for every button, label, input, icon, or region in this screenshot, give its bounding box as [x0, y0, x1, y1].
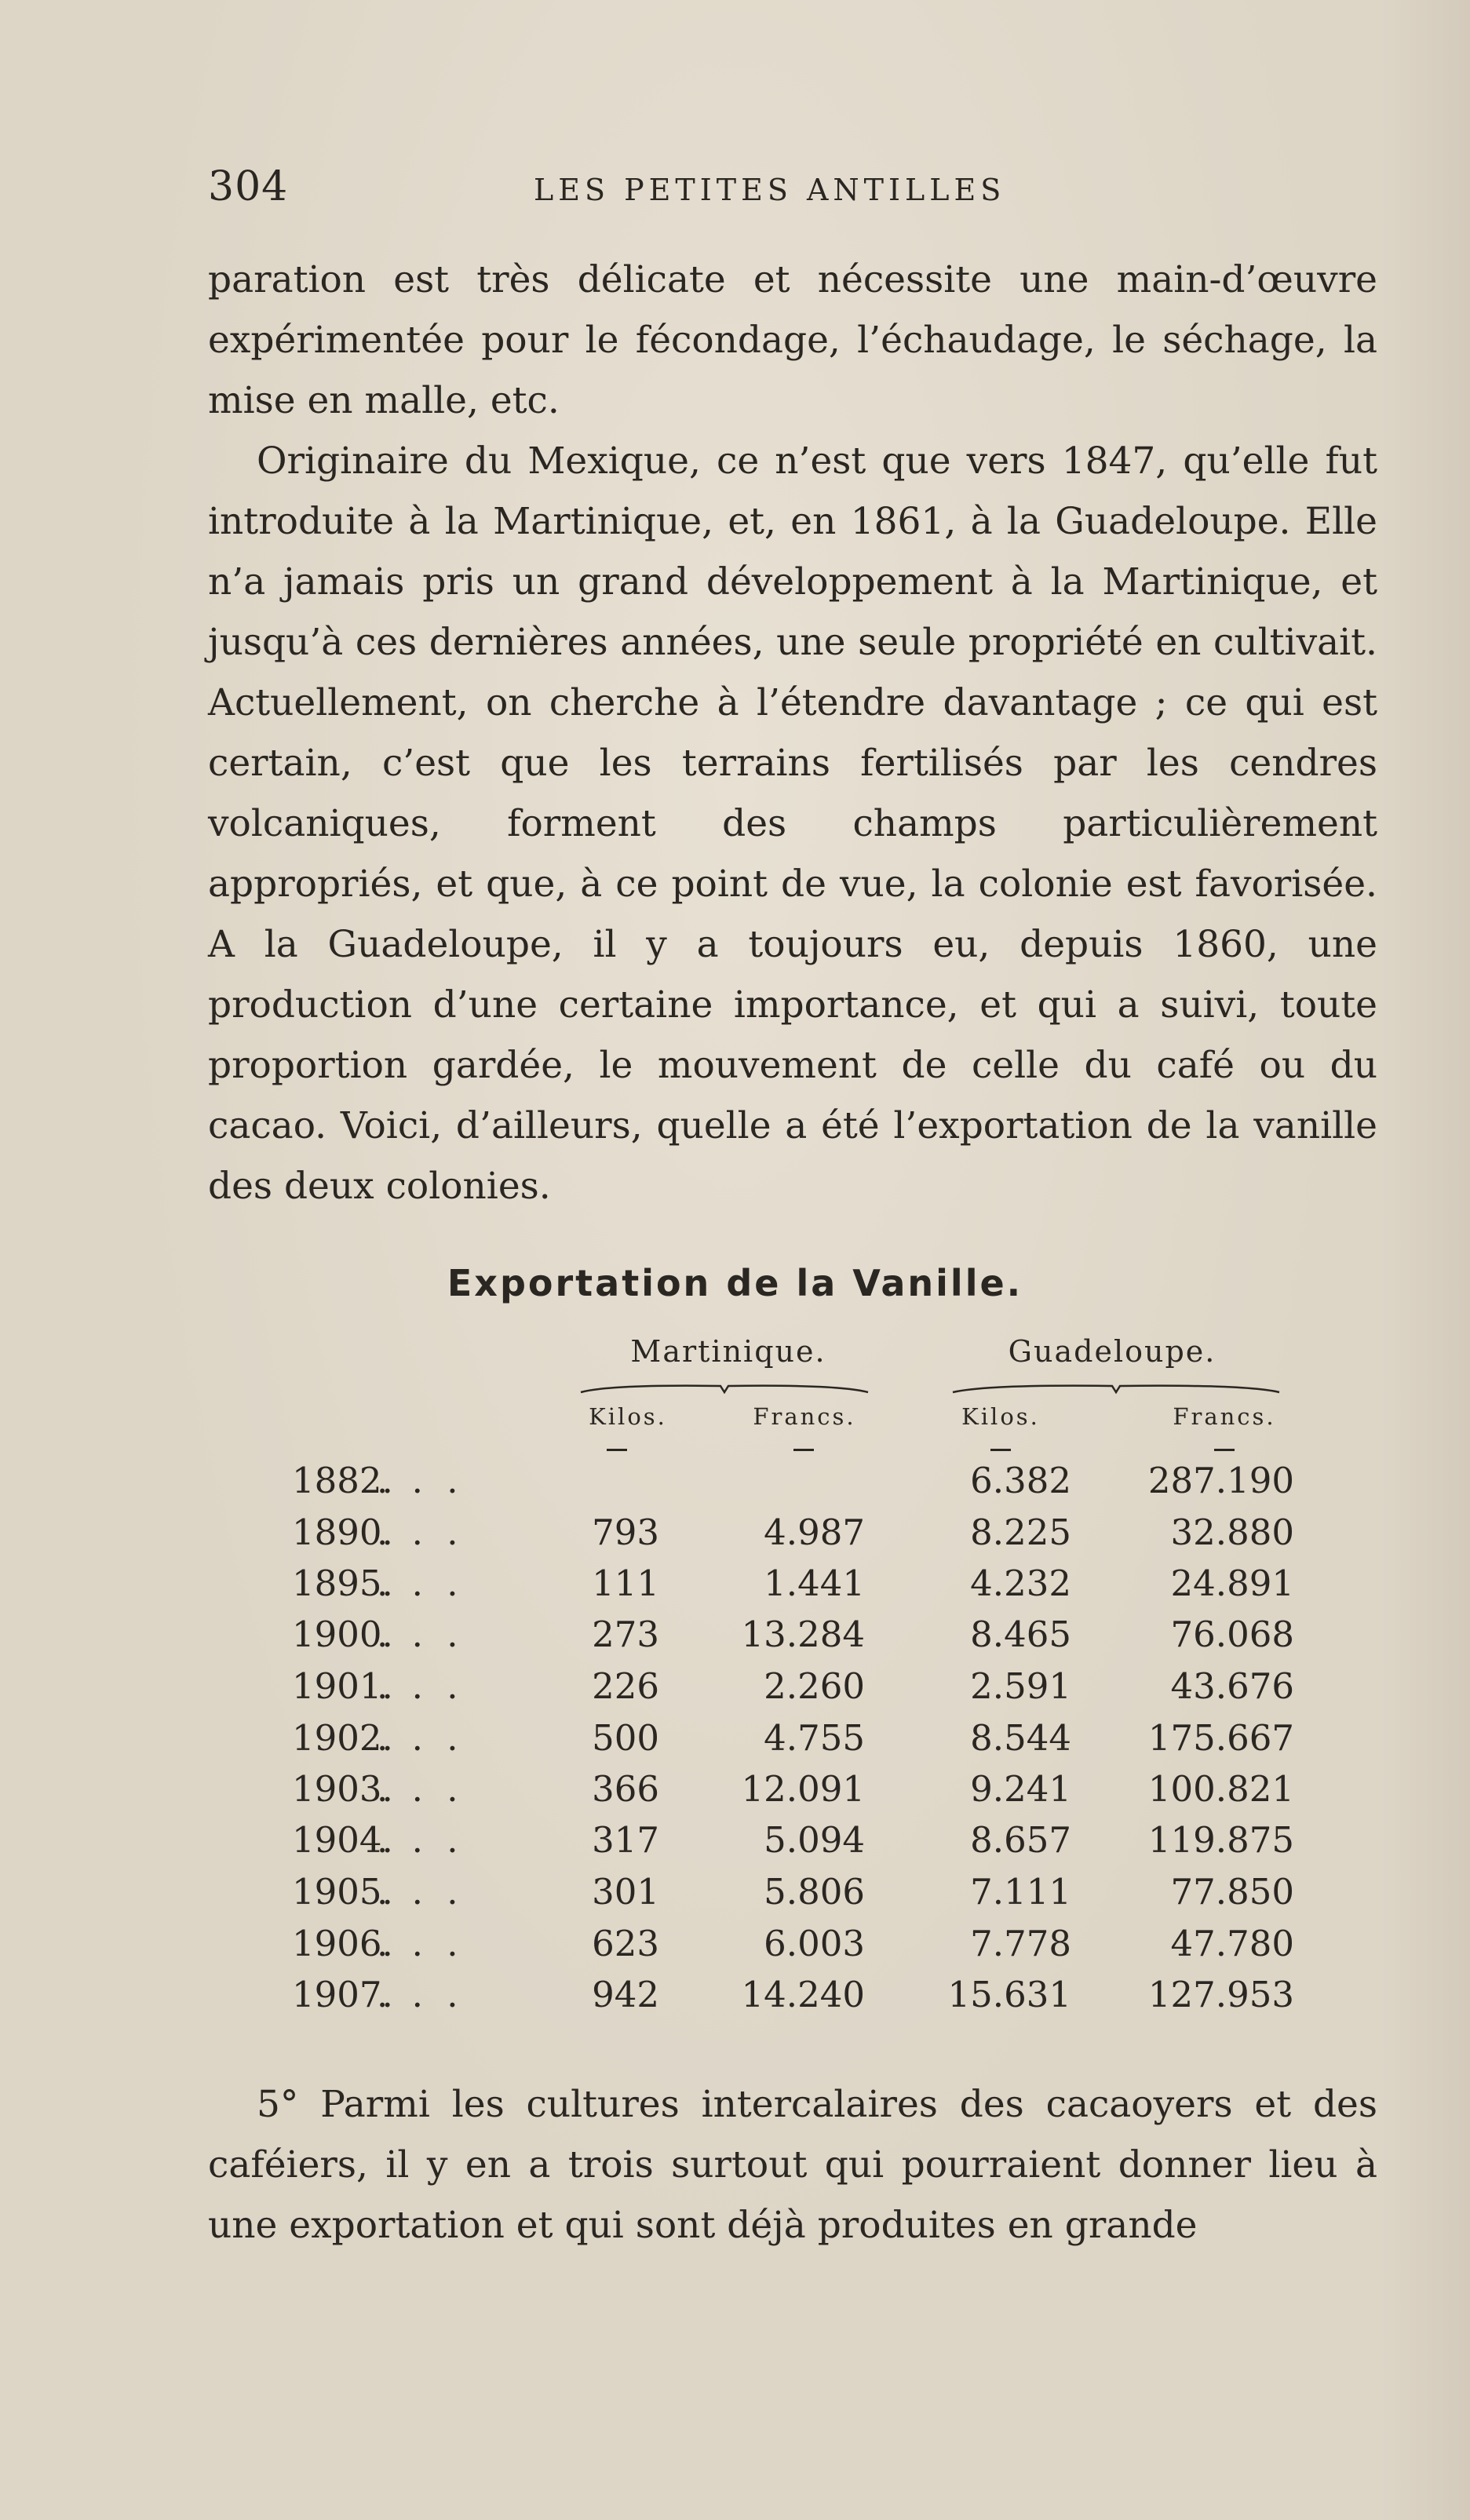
- cell-mart-francs: 5.806: [764, 1871, 865, 1913]
- cell-mart-kilos: 317: [592, 1819, 659, 1861]
- cell-mart-kilos: 623: [592, 1923, 659, 1964]
- brace-guadeloupe: [951, 1383, 1281, 1394]
- dash-guad-kilos: [990, 1449, 1011, 1451]
- table-row: [0, 1819, 1470, 1871]
- cell-year: 1903.: [292, 1768, 393, 1810]
- cell-leader-dots: . . .: [377, 1665, 465, 1707]
- cell-guad-francs: 100.821: [1147, 1768, 1294, 1810]
- cell-guad-francs: 175.667: [1147, 1717, 1294, 1759]
- cell-mart-kilos: 500: [592, 1717, 659, 1759]
- cell-year: 1905.: [292, 1871, 393, 1913]
- subheader-guad-francs: Francs.: [1173, 1403, 1276, 1430]
- cell-year: 1890.: [292, 1512, 393, 1553]
- subheader-mart-kilos: Kilos.: [589, 1403, 667, 1430]
- table-row: [0, 1923, 1470, 1975]
- cell-year: 1882.: [292, 1460, 393, 1501]
- cell-leader-dots: . . .: [377, 1512, 465, 1553]
- group-header-martinique: Martinique.: [630, 1334, 826, 1369]
- cell-guad-kilos: 2.591: [970, 1665, 1071, 1707]
- page-number: 304: [208, 163, 289, 210]
- cell-leader-dots: . . .: [377, 1460, 465, 1501]
- table-title: Exportation de la Vanille.: [447, 1262, 1023, 1304]
- cell-mart-kilos: 366: [592, 1768, 659, 1810]
- dash-mart-kilos: [607, 1449, 627, 1451]
- cell-leader-dots: . . .: [377, 1923, 465, 1964]
- paragraph-origin: Originaire du Mexique, ce n’est que vers 1847, qu’elle fut introduite à la Martinique, et, en 1861, à la Guadeloupe. Elle n’a jamais pris un grand développement à la Martinique, et jusqu’à ces dernières années, une seule propriété en cultivait. Actuellement, on cherche à l’étendre davantage ; ce qui est certain, c’est que les terrains fertilisés par les cendres volcaniques, forment des champs particulièrement appropriés, et que, à ce point de vue, la colonie est favorisée. A la Guadeloupe, il y a toujours eu, depuis 1860, une production d’une certaine importance, et qui a suivi, toute proportion gardée, le mouvement de celle du café ou du cacao. Voici, d’ailleurs, quelle a été l’exportation de la vanille des deux colonies.: [208, 439, 1377, 1208]
- cell-mart-kilos: 301: [592, 1871, 659, 1913]
- cell-guad-francs: 77.850: [1170, 1871, 1294, 1913]
- cell-mart-francs: 13.284: [741, 1614, 865, 1655]
- cell-guad-kilos: 4.232: [970, 1563, 1071, 1604]
- dash-mart-francs: [793, 1449, 814, 1451]
- table-row: [0, 1563, 1470, 1614]
- cell-mart-francs: 2.260: [764, 1665, 865, 1707]
- table-row: [0, 1768, 1470, 1820]
- cell-guad-francs: 127.953: [1147, 1974, 1294, 2015]
- cell-year: 1900.: [292, 1614, 393, 1655]
- cell-mart-francs: 5.094: [764, 1819, 865, 1861]
- cell-guad-kilos: 8.657: [970, 1819, 1071, 1861]
- table-row: [0, 1512, 1470, 1563]
- cell-mart-francs: 14.240: [741, 1974, 865, 2015]
- cell-guad-francs: 287.190: [1147, 1460, 1294, 1501]
- cell-guad-francs: 24.891: [1170, 1563, 1294, 1604]
- cell-mart-kilos: 273: [592, 1614, 659, 1655]
- subheader-guad-kilos: Kilos.: [961, 1403, 1040, 1430]
- intro-text: [208, 250, 1377, 1216]
- cell-mart-francs: 4.755: [764, 1717, 865, 1759]
- table-row: [0, 1717, 1470, 1769]
- cell-guad-kilos: 8.544: [970, 1717, 1071, 1759]
- paragraph-continuation: paration est très délicate et nécessite une main-d’œuvre expérimentée pour le fécondage, l’échaudage, le séchage, la mise en malle, etc.: [208, 258, 1377, 422]
- cell-leader-dots: . . .: [377, 1563, 465, 1604]
- cell-leader-dots: . . .: [377, 1974, 465, 2015]
- cell-guad-kilos: 7.778: [970, 1923, 1071, 1964]
- cell-guad-kilos: 8.465: [970, 1614, 1071, 1655]
- cell-mart-kilos: 111: [592, 1563, 659, 1604]
- table-row: [0, 1460, 1470, 1512]
- cell-year: 1904.: [292, 1819, 393, 1861]
- cell-mart-kilos: 793: [592, 1512, 659, 1553]
- running-head: [208, 163, 1377, 218]
- cell-leader-dots: . . .: [377, 1819, 465, 1861]
- cell-guad-kilos: 6.382: [970, 1460, 1071, 1501]
- dash-guad-francs: [1214, 1449, 1235, 1451]
- cell-mart-kilos: 942: [592, 1974, 659, 2015]
- running-title: LES PETITES ANTILLES: [534, 173, 1006, 207]
- cell-guad-kilos: 15.631: [947, 1974, 1071, 2015]
- table-row: [0, 1871, 1470, 1923]
- table-row: [0, 1974, 1470, 2026]
- table-row: [0, 1665, 1470, 1717]
- cell-mart-francs: 1.441: [764, 1563, 865, 1604]
- subheader-mart-francs: Francs.: [753, 1403, 856, 1430]
- brace-martinique: [579, 1383, 870, 1394]
- cell-guad-kilos: 9.241: [970, 1768, 1071, 1810]
- cell-year: 1907.: [292, 1974, 393, 2015]
- cell-mart-francs: 12.091: [741, 1768, 865, 1810]
- cell-guad-francs: 43.676: [1170, 1665, 1294, 1707]
- cell-guad-kilos: 8.225: [970, 1512, 1071, 1553]
- cell-year: 1901.: [292, 1665, 393, 1707]
- cell-year: 1902.: [292, 1717, 393, 1759]
- cell-year: 1906.: [292, 1923, 393, 1964]
- cell-guad-francs: 76.068: [1170, 1614, 1294, 1655]
- cell-guad-francs: 47.780: [1170, 1923, 1294, 1964]
- cell-year: 1895.: [292, 1563, 393, 1604]
- cell-guad-francs: 119.875: [1147, 1819, 1294, 1861]
- closing-text: [208, 2074, 1377, 2256]
- cell-mart-francs: 6.003: [764, 1923, 865, 1964]
- paragraph-closing: 5° Parmi les cultures intercalaires des cacaoyers et des caféiers, il y en a trois surtout qui pourraient donner lieu à une exportation et qui sont déjà produites en grande: [208, 2083, 1377, 2247]
- table-row: [0, 1614, 1470, 1665]
- cell-mart-francs: 4.987: [764, 1512, 865, 1553]
- cell-leader-dots: . . .: [377, 1717, 465, 1759]
- cell-leader-dots: . . .: [377, 1871, 465, 1913]
- cell-guad-kilos: 7.111: [970, 1871, 1071, 1913]
- cell-mart-kilos: 226: [592, 1665, 659, 1707]
- cell-leader-dots: . . .: [377, 1614, 465, 1655]
- group-header-guadeloupe: Guadeloupe.: [1008, 1334, 1216, 1369]
- cell-guad-francs: 32.880: [1170, 1512, 1294, 1553]
- cell-leader-dots: . . .: [377, 1768, 465, 1810]
